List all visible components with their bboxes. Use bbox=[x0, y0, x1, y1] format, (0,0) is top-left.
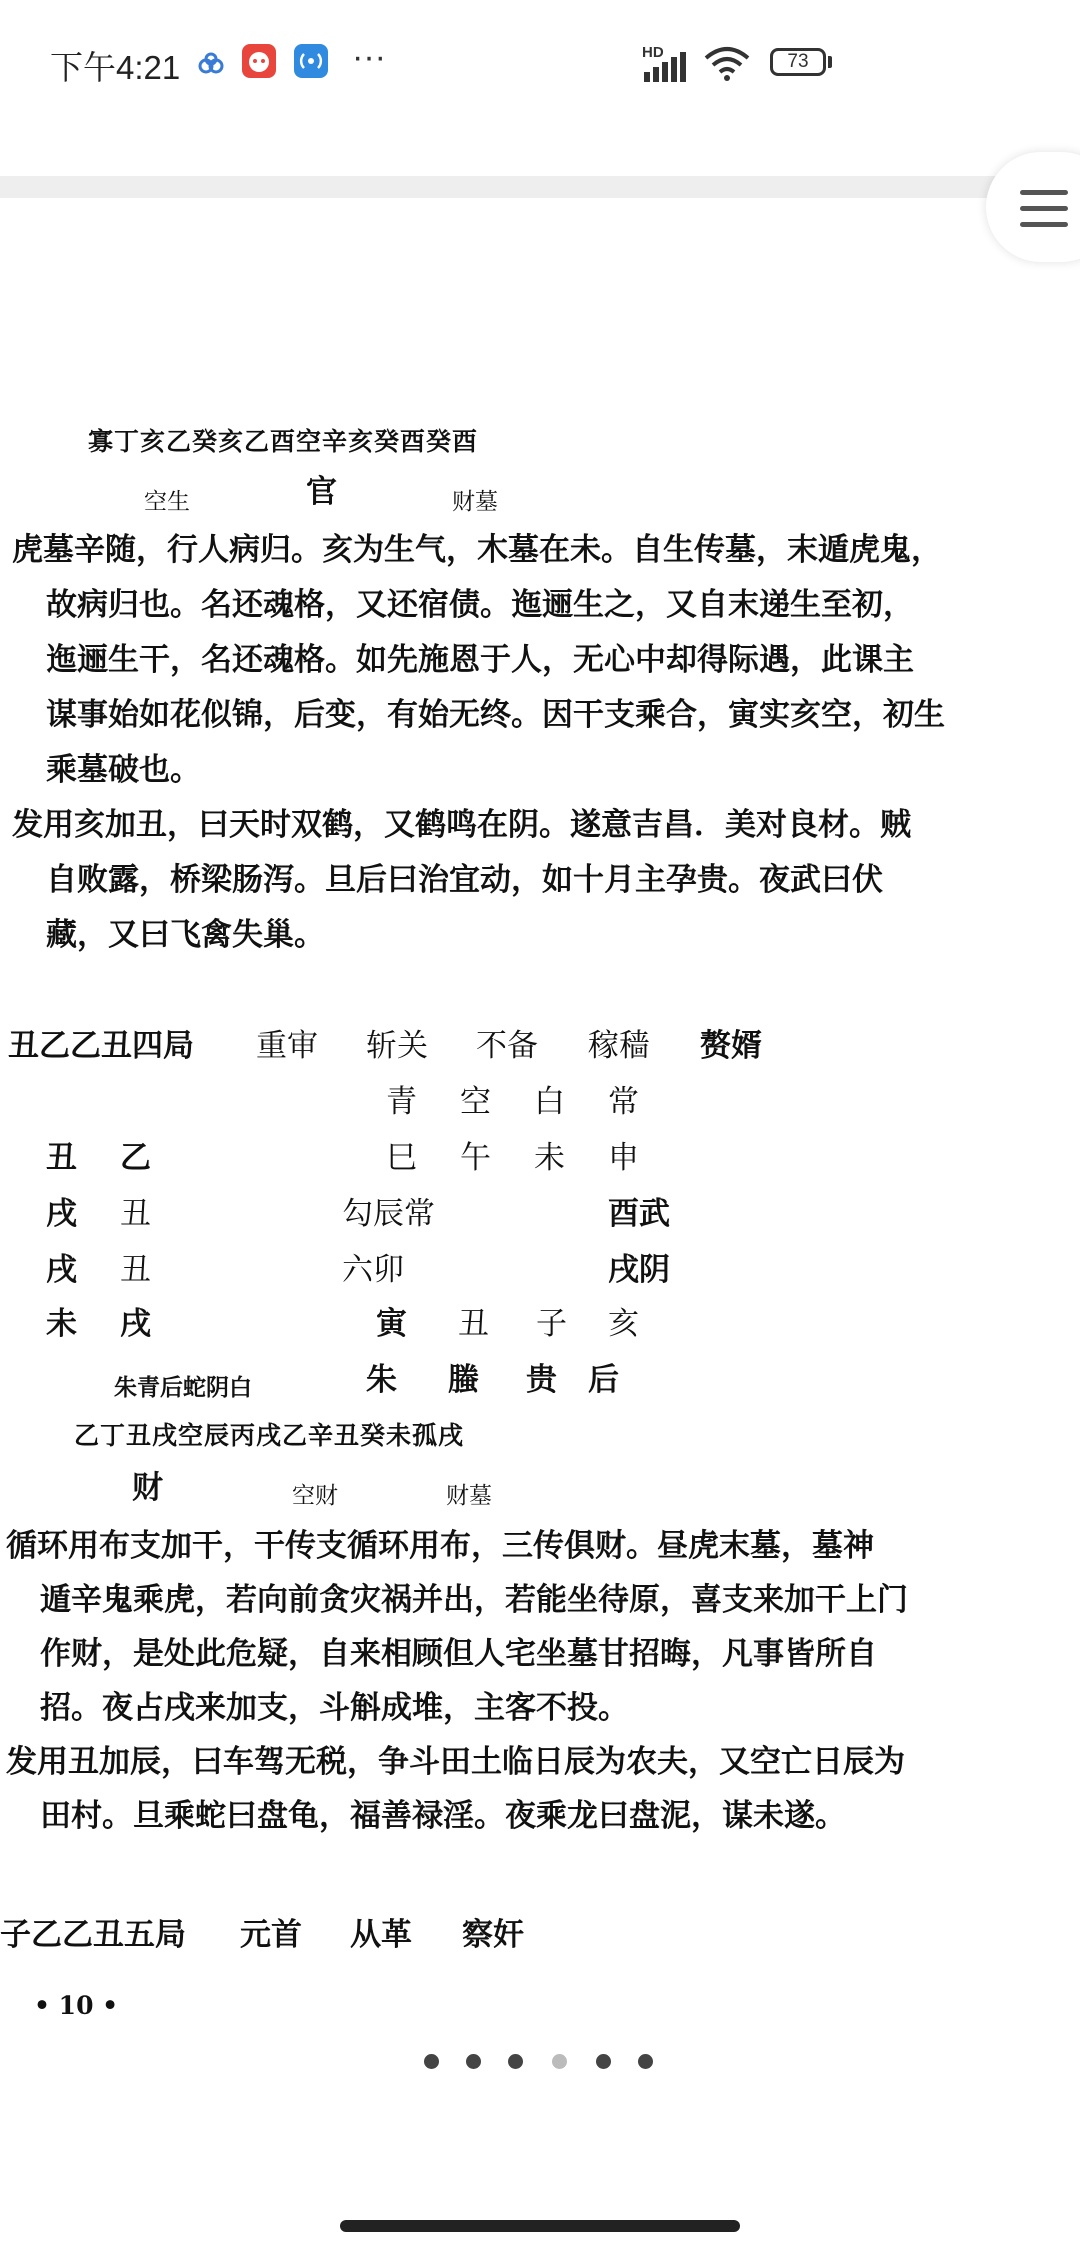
section-tag: 元首 bbox=[240, 1917, 302, 1953]
chart-cell: 亥 bbox=[608, 1306, 639, 1342]
stems-label: 空财 bbox=[292, 1483, 338, 1509]
stems-line-1: 寡丁亥乙癸亥乙酉空辛亥癸酉癸酉 bbox=[88, 427, 479, 456]
paragraph-line: 田村。旦乘蛇曰盘龟，福善禄淫。夜乘龙曰盘泥，谋未遂。 bbox=[40, 1798, 846, 1834]
pager-dot[interactable] bbox=[466, 2054, 481, 2069]
paragraph-line: 发用丑加辰，曰车驾无税，争斗田土临日辰为农夫，又空亡日辰为 bbox=[6, 1744, 905, 1780]
paragraph-line: 循环用布支加干，干传支循环用布，三传俱财。昼虎末墓，墓神 bbox=[6, 1528, 874, 1564]
menu-button[interactable] bbox=[986, 152, 1080, 262]
pager-dot[interactable] bbox=[424, 2054, 439, 2069]
menu-icon bbox=[1020, 190, 1068, 195]
stems-label: 财 bbox=[132, 1470, 163, 1506]
lesson-cell: 乙 bbox=[120, 1140, 151, 1176]
paragraph-line: 故病归也。名还魂格，又还宿债。迤逦生之，又自末递生至初， bbox=[46, 587, 914, 623]
section-tag: 不备 bbox=[476, 1028, 538, 1064]
chart-cell: 常 bbox=[608, 1084, 639, 1120]
chart-cell: 巳 bbox=[386, 1140, 417, 1176]
paragraph-line: 乘墓破也。 bbox=[46, 752, 201, 788]
menu-icon-line bbox=[1020, 206, 1068, 211]
paragraph-line: 虎墓辛随，行人病归。亥为生气，木墓在未。自生传墓，末遁虎鬼， bbox=[12, 532, 942, 568]
battery-icon: 73 bbox=[770, 48, 826, 76]
paragraph-line: 发用亥加丑，曰天时双鹤，又鹤鸣在阴。遂意吉昌．美对良材。贼 bbox=[12, 807, 911, 843]
chart-cell: 后 bbox=[588, 1362, 619, 1398]
section-tag: 赘婿 bbox=[700, 1028, 762, 1064]
lesson-cell: 戌 bbox=[46, 1252, 77, 1288]
wireless-app-icon bbox=[294, 44, 328, 78]
section-heading: 子乙乙丑五局 bbox=[0, 1917, 186, 1953]
chart-cell: 青 bbox=[386, 1084, 417, 1120]
pager-dot[interactable] bbox=[596, 2054, 611, 2069]
chart-cell: 戌阴 bbox=[608, 1252, 670, 1288]
paragraph-line: 谋事始如花似锦，后变，有始无终。因干支乘合，寅实亥空，初生 bbox=[46, 697, 945, 733]
hd-label: HD bbox=[642, 44, 664, 61]
lesson-cell: 未 bbox=[46, 1306, 77, 1342]
battery-tip bbox=[828, 56, 832, 68]
chart-cell: 未 bbox=[534, 1140, 565, 1176]
chart-cell: 勾辰常 bbox=[342, 1196, 435, 1232]
paragraph-line: 藏，又曰飞禽失巢。 bbox=[46, 917, 325, 953]
section-tag: 察奸 bbox=[462, 1917, 524, 1953]
more-notifications-icon: ··· bbox=[352, 38, 386, 76]
chart-cell: 子 bbox=[536, 1306, 567, 1342]
lesson-cell: 戌 bbox=[120, 1306, 151, 1342]
stems-label: 空生 bbox=[144, 489, 190, 515]
chart-cell: 申 bbox=[608, 1140, 639, 1176]
chart-cell: 六卯 bbox=[342, 1252, 404, 1288]
paragraph-line: 自败露，桥梁肠泻。旦后曰治宜动，如十月主孕贵。夜武曰伏 bbox=[46, 862, 883, 898]
lesson-cell: 丑 bbox=[120, 1196, 151, 1232]
section-tag: 斩关 bbox=[366, 1028, 428, 1064]
stems-line-2: 乙丁丑戌空辰丙戌乙辛丑癸未孤戌 bbox=[74, 1421, 465, 1450]
paragraph-line: 迤逦生干，名还魂格。如先施恩于人，无心中却得际遇，此课主 bbox=[46, 642, 914, 678]
reader-top-strip bbox=[0, 176, 1080, 198]
section-heading: 丑乙乙丑四局 bbox=[8, 1028, 194, 1064]
chart-cell: 贵 bbox=[526, 1362, 557, 1398]
chart-cell: 空 bbox=[460, 1084, 491, 1120]
chart-cell: 丑 bbox=[458, 1306, 489, 1342]
signal-icon bbox=[644, 52, 692, 82]
wifi-icon bbox=[704, 46, 750, 82]
chart-cell: 白 bbox=[534, 1084, 565, 1120]
chart-cell: 朱 bbox=[366, 1362, 397, 1398]
pager-dot-active[interactable] bbox=[552, 2054, 567, 2069]
chart-cell: 寅 bbox=[376, 1306, 407, 1342]
section-tag: 稼穑 bbox=[588, 1028, 650, 1064]
pager-dot[interactable] bbox=[508, 2054, 523, 2069]
status-time: 下午4:21 bbox=[50, 49, 181, 86]
stems-label: 财墓 bbox=[452, 489, 498, 515]
lesson-cell: 丑 bbox=[46, 1140, 77, 1176]
stems-label: 官 bbox=[306, 474, 337, 510]
menu-icon-line bbox=[1020, 222, 1068, 227]
page-number: • 10 • bbox=[34, 1991, 119, 2020]
paragraph-line: 遁辛鬼乘虎，若向前贪灾祸并出，若能坐待原，喜支来加干上门 bbox=[40, 1582, 908, 1618]
chart-cell: 酉武 bbox=[608, 1196, 670, 1232]
section-tag: 从革 bbox=[350, 1917, 412, 1953]
app-notification-icon bbox=[242, 44, 276, 78]
pager-dot[interactable] bbox=[638, 2054, 653, 2069]
chart-cell: 午 bbox=[460, 1140, 491, 1176]
baidu-cloud-icon bbox=[198, 52, 224, 74]
gods-line: 朱青后蛇阴白 bbox=[114, 1374, 252, 1401]
section-tag: 重审 bbox=[256, 1028, 318, 1064]
lesson-cell: 戌 bbox=[46, 1196, 77, 1232]
paragraph-line: 招。夜占戌来加支，斗斛成堆，主客不投。 bbox=[40, 1690, 629, 1726]
stems-label: 财墓 bbox=[446, 1483, 492, 1509]
paragraph-line: 作财，是处此危疑，自来相顾但人宅坐墓甘招晦，凡事皆所自 bbox=[40, 1636, 877, 1672]
home-indicator[interactable] bbox=[340, 2220, 740, 2232]
chart-cell: 螣 bbox=[448, 1362, 479, 1398]
lesson-cell: 丑 bbox=[120, 1252, 151, 1288]
